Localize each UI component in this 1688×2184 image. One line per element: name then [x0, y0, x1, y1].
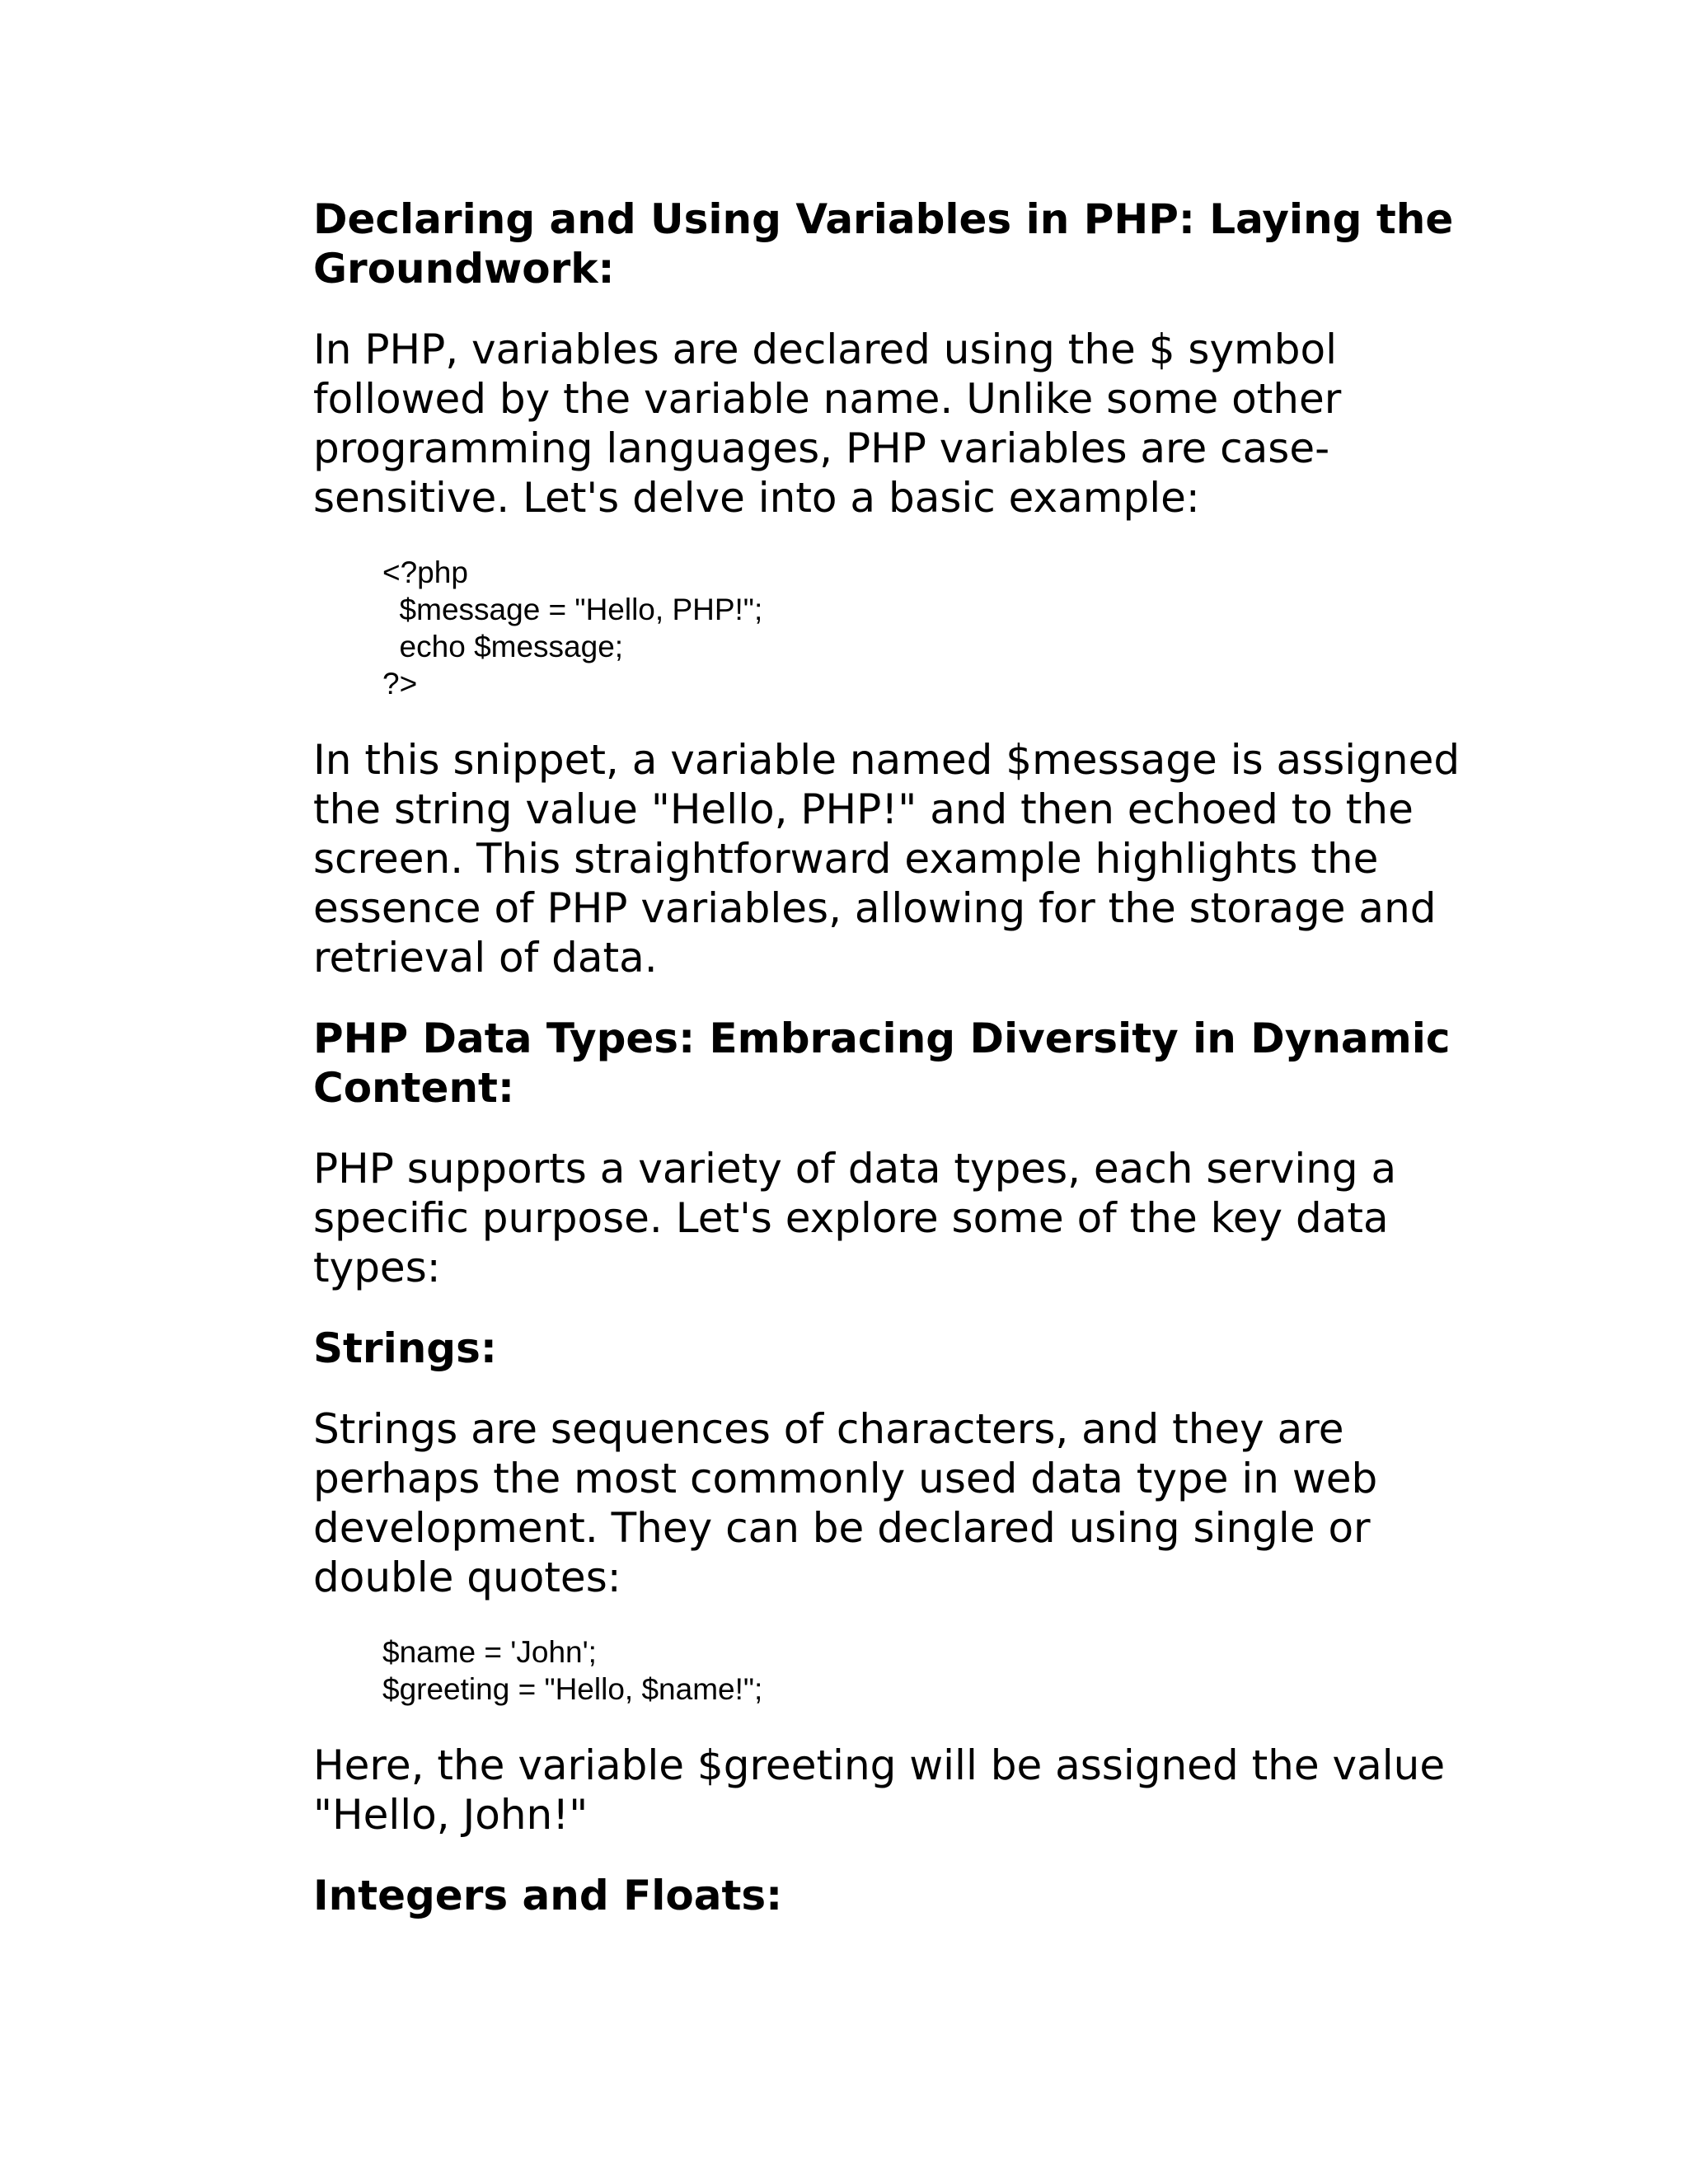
- code-block-string-declaration: [382, 1633, 1467, 1708]
- document-page: [313, 194, 1467, 1952]
- code-line: $name = 'John';: [382, 1635, 597, 1669]
- section-heading-variables: Declaring and Using Variables in PHP: Laying the Groundwork:: [313, 195, 1454, 293]
- paragraph-greeting-value: Here, the variable $greeting will be assigned the value "Hello, John!": [313, 1741, 1446, 1839]
- code-line: echo $message;: [382, 630, 624, 663]
- paragraph-variables-intro: In PHP, variables are declared using the $ symbol followed by the variable name. Unlike some other programming languages, PHP variables are case-sensitive. Let's delve into a basic example:: [313, 326, 1342, 522]
- code-line: $greeting = "Hello, $name!";: [382, 1672, 763, 1706]
- section-heading-integers-floats: Integers and Floats:: [313, 1872, 783, 1919]
- paragraph-strings: Strings are sequences of characters, and they are perhaps the most commonly used data type in web development. They can be declared using single or double quotes:: [313, 1405, 1378, 1601]
- section-heading-strings: Strings:: [313, 1324, 497, 1372]
- paragraph-data-types-intro: PHP supports a variety of data types, each serving a specific purpose. Let's explore some of the key data types:: [313, 1145, 1397, 1291]
- code-block-php-message: [382, 554, 1467, 702]
- section-heading-data-types: PHP Data Types: Embracing Diversity in Dynamic Content:: [313, 1015, 1451, 1112]
- paragraph-snippet-explanation: In this snippet, a variable named $message is assigned the string value "Hello, PHP!" and then echoed to the screen. This straightforward example highlights the essence of PHP variables, allowing for the storage and retrieval of data.: [313, 736, 1461, 982]
- code-line: <?php: [382, 555, 468, 589]
- code-line: $message = "Hello, PHP!";: [382, 593, 763, 626]
- code-line: ?>: [382, 667, 418, 701]
